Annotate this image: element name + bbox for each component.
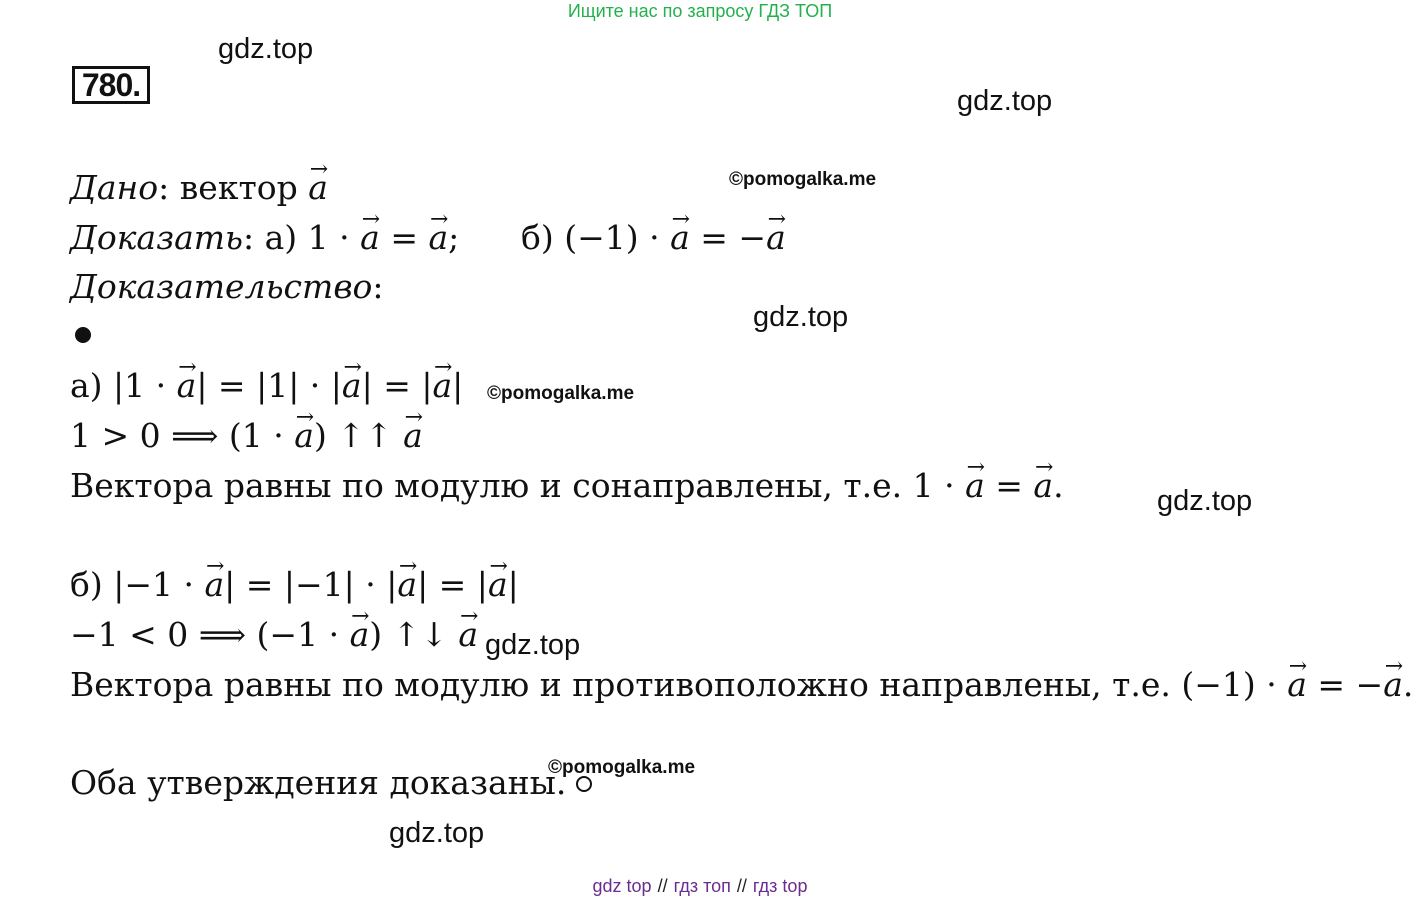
problem-number: 780. bbox=[72, 66, 150, 104]
math-segment: = bbox=[984, 466, 1034, 505]
period: . bbox=[1402, 665, 1413, 704]
part-b-line-3 bbox=[70, 665, 1413, 705]
prove-part-a-prefix: : а) bbox=[243, 218, 308, 257]
math-segment: = − bbox=[1306, 665, 1384, 704]
vector-a: → a bbox=[350, 615, 370, 655]
footer-link-gdz-top-mixed[interactable]: гдз top bbox=[752, 876, 808, 896]
prove-line bbox=[70, 218, 459, 258]
part-b-conclusion-text: Вектора равны по модулю и противоположно направлены, т.е. bbox=[70, 665, 1182, 704]
watermark-gdz: gdz.top bbox=[389, 817, 485, 849]
watermark-gdz: gdz.top bbox=[485, 629, 581, 661]
vector-a: → a bbox=[342, 366, 362, 406]
vector-a: → a bbox=[1383, 665, 1403, 705]
math-segment: 1 · bbox=[912, 466, 966, 505]
vector-a: → a bbox=[965, 466, 985, 506]
vector-a: → a bbox=[294, 416, 314, 456]
vector-a: → a bbox=[177, 366, 197, 406]
math-segment: (−1) · bbox=[1181, 665, 1288, 704]
watermark-gdz: gdz.top bbox=[218, 33, 314, 65]
part-a-line-3 bbox=[70, 466, 1064, 506]
math-segment: |−1 · bbox=[113, 565, 205, 604]
footer-links bbox=[0, 876, 1400, 897]
footer-separator: // bbox=[736, 876, 747, 896]
part-b-line-1 bbox=[70, 565, 519, 605]
vector-a: → a bbox=[204, 565, 224, 605]
watermark-gdz: gdz.top bbox=[753, 301, 849, 333]
end-of-proof-icon bbox=[576, 776, 592, 792]
bullet-icon bbox=[75, 327, 91, 343]
part-a-conclusion-text: Вектора равны по модулю и сонаправлены, т.е. bbox=[70, 466, 913, 505]
watermark-gdz: gdz.top bbox=[957, 85, 1053, 117]
part-a-line-2 bbox=[70, 416, 423, 456]
proof-label-line bbox=[70, 267, 384, 307]
given-label: Дано bbox=[70, 168, 159, 207]
proof-colon: : bbox=[372, 267, 384, 306]
math-segment: | bbox=[452, 366, 464, 405]
given-line bbox=[70, 168, 328, 208]
part-b-prefix: б) bbox=[70, 565, 114, 604]
prove-a-eq: = bbox=[379, 218, 429, 257]
footer-link-gdz-top-ru[interactable]: гдз топ bbox=[673, 876, 731, 896]
math-segment: |1 · bbox=[113, 366, 177, 405]
vector-a: → a bbox=[670, 218, 690, 258]
vector-a: → a bbox=[428, 218, 448, 258]
math-segment: | = | bbox=[417, 565, 488, 604]
vector-a: → a bbox=[397, 565, 417, 605]
prove-a-end: ; bbox=[448, 218, 460, 257]
period: . bbox=[1053, 466, 1064, 505]
math-segment: | = |1| · | bbox=[196, 366, 342, 405]
math-segment: | bbox=[507, 565, 519, 604]
footer-link-gdz-top[interactable]: gdz top bbox=[592, 876, 652, 896]
watermark-gdz: gdz.top bbox=[1157, 485, 1253, 517]
vector-a: → a bbox=[458, 615, 478, 655]
prove-b-eq: = − bbox=[689, 218, 767, 257]
math-segment: ) ↑↓ bbox=[369, 615, 459, 654]
watermark-pomogalka: ©pomogalka.me bbox=[487, 383, 635, 404]
prove-a-math: 1 · bbox=[307, 218, 361, 257]
math-segment: −1 < 0 ⟹ (−1 · bbox=[70, 615, 350, 654]
prove-label: Доказать bbox=[70, 218, 244, 257]
vector-a: → a bbox=[766, 218, 786, 258]
part-a-prefix: а) bbox=[70, 366, 114, 405]
vector-a: → a bbox=[1287, 665, 1307, 705]
part-b-line-2 bbox=[70, 615, 478, 655]
prove-part-b-prefix: б) bbox=[521, 218, 565, 257]
prove-part-b bbox=[521, 218, 786, 258]
prove-b-math: (−1) · bbox=[564, 218, 671, 257]
math-segment: ) ↑↑ bbox=[313, 416, 404, 455]
vector-a: → a bbox=[1033, 466, 1053, 506]
watermark-pomogalka: ©pomogalka.me bbox=[729, 169, 877, 190]
vector-a: → a bbox=[432, 366, 452, 406]
watermark-pomogalka: ©pomogalka.me bbox=[548, 757, 696, 778]
top-banner[interactable]: Ищите нас по запросу ГДЗ ТОП bbox=[567, 1, 833, 21]
math-segment: 1 > 0 ⟹ (1 · bbox=[70, 416, 295, 455]
math-segment: | = | bbox=[361, 366, 433, 405]
vector-a: → a bbox=[488, 565, 508, 605]
conclusion-line bbox=[70, 763, 592, 803]
proof-label: Доказательство bbox=[70, 267, 373, 306]
math-segment: | = |−1| · | bbox=[224, 565, 398, 604]
vector-a: → a bbox=[360, 218, 380, 258]
conclusion-text: Оба утверждения доказаны. bbox=[70, 763, 567, 802]
vector-a: → a bbox=[403, 416, 423, 456]
vector-a: → a bbox=[308, 168, 328, 208]
given-text: : вектор bbox=[158, 168, 309, 207]
footer-separator: // bbox=[657, 876, 668, 896]
